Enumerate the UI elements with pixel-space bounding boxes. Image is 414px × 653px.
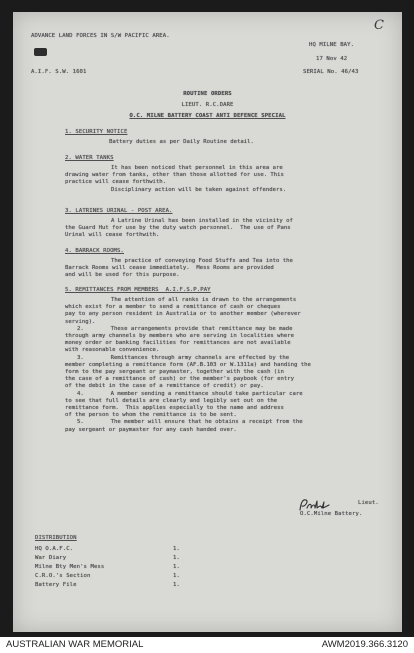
section-5-line: serving). [65, 318, 96, 325]
section-2-heading: 2. WATER TANKS [65, 155, 114, 161]
distribution-row-qty: 1. [173, 546, 180, 552]
section-5-line: of the person to whom the remittance is to be sent. [65, 412, 237, 419]
title-line-1: ROUTINE ORDERS [183, 91, 232, 97]
header-left-top: ADVANCE LAND FORCES IN S/W PACIFIC AREA. [31, 33, 170, 39]
section-5-line: 3. Remittances through army channels are effected by the [77, 354, 290, 361]
section-5-line: The attention of all ranks is drawn to the arrangements [111, 297, 297, 303]
section-5-body [65, 297, 311, 434]
section-3-body [65, 218, 293, 240]
section-3-line: the Guard Hut for use by the duty watch personnel. The use of Pans [65, 225, 291, 232]
page-mark: C [374, 18, 384, 33]
title-line-3: O.C. MILNE BATTERY COAST ANTI DEFENCE SPECIAL [129, 113, 286, 119]
section-4-body [65, 258, 293, 280]
archive-footer [0, 637, 414, 653]
section-4-heading: 4. BARRACK ROOMS. [65, 248, 124, 254]
title-line-2: LIEUT. R.C.DARE [181, 102, 234, 108]
section-5-line: 2. These arrangements provide that remittance may be made [77, 325, 293, 332]
section-1-body [109, 139, 254, 146]
document-page [13, 12, 402, 632]
header-right-top: HQ MILNE BAY. [309, 42, 355, 48]
distribution-row-name: Milne Bty Men's Mess [35, 564, 105, 570]
signature-rank: Lieut. [358, 500, 379, 506]
section-2-line: Disciplinary action will be taken against offenders. [111, 186, 287, 193]
section-2-line: practice will cease forthwith. [65, 179, 167, 186]
section-1-heading: 1. SECURITY NOTICE [65, 129, 128, 135]
distribution-row-qty: 1. [173, 564, 180, 570]
section-4-line: The practice of conveying Food Stuffs and Tea into the [111, 258, 293, 264]
section-5-heading: 5. REMITTANCES FROM MEMBERS A.I.F.S.P.PAY [65, 287, 211, 293]
section-5-line: member completing a remittance form (AF.B.103 or W.1311a) and handing the [65, 361, 311, 368]
section-3-line: Urinal will cease forthwith. [65, 232, 160, 239]
section-4-line: Barrack Rooms will cease immediately. Mess Rooms are provided [65, 265, 274, 272]
section-4-line: and will be used for this purpose. [65, 272, 180, 279]
section-5-line: money order or banking facilities for remittances are not available [65, 340, 291, 347]
section-5-line: 4. A member sending a remittance should take particular care [77, 390, 303, 397]
section-3-heading: 3. LATRINES URINAL - POST AREA. [65, 208, 173, 214]
section-1-line: Battery duties as per Daily Routine detail. [109, 139, 254, 145]
binder-clip [34, 48, 47, 56]
section-5-line: 5. The member will ensure that he obtains a receipt from the [77, 419, 303, 426]
header-left-ref: A.I.F. S.W. 1601 [31, 69, 87, 75]
header-right-serial: SERIAL No. 46/43 [303, 69, 359, 75]
section-5-line: which exist for a member to send a remittance of cash or cheques [65, 304, 281, 311]
section-5-line: to see that full details are clearly and legibly set out on the [65, 397, 278, 404]
distribution-row-name: HQ O.A.F.C. [35, 546, 74, 552]
distribution-row-qty: 1. [173, 573, 180, 579]
distribution-row-qty: 1. [173, 582, 180, 588]
section-2-line: It has been noticed that personnel in this area are [111, 165, 283, 171]
section-5-line: pay sergeant or paymaster for any cash handed over. [65, 426, 237, 433]
section-5-line: remittance form. This applies especially to the name and address [65, 405, 284, 412]
section-5-line: pay to any person resident in Australia or to another member (wherever [65, 311, 301, 318]
distribution-heading: DISTRIBUTION [35, 535, 77, 541]
footer-source: AUSTRALIAN WAR MEMORIAL [6, 639, 144, 650]
footer-accession: AWM2019.366.3120 [321, 639, 408, 650]
distribution-row-name: War Diary [35, 555, 67, 561]
section-5-line: the case of a remittance of cash) or the member's paybook (for entry [65, 376, 295, 383]
distribution-row-name: Battery File [35, 582, 77, 588]
section-2-body [65, 165, 286, 194]
signature-title: O.C.Milne Battery. [300, 511, 363, 517]
section-5-line: with reasonable convenience. [65, 347, 160, 354]
section-5-line: form to the pay sergeant or paymaster, together with the cash (in [65, 369, 284, 376]
section-2-line: drawing water from tanks, other than those allotted for use. This [65, 172, 284, 179]
section-5-line: through army channels by members who are serving in localities where [65, 333, 295, 340]
distribution-row-name: C.R.O.'s Section [35, 573, 91, 579]
section-5-line: of the debit in the case of a remittance of credit) or pay. [65, 383, 264, 390]
distribution-row-qty: 1. [173, 555, 180, 561]
section-3-line: A Latrine Urinal has been installed in the vicinity of [111, 218, 293, 224]
header-right-date: 17 Nov 42 [316, 56, 348, 62]
